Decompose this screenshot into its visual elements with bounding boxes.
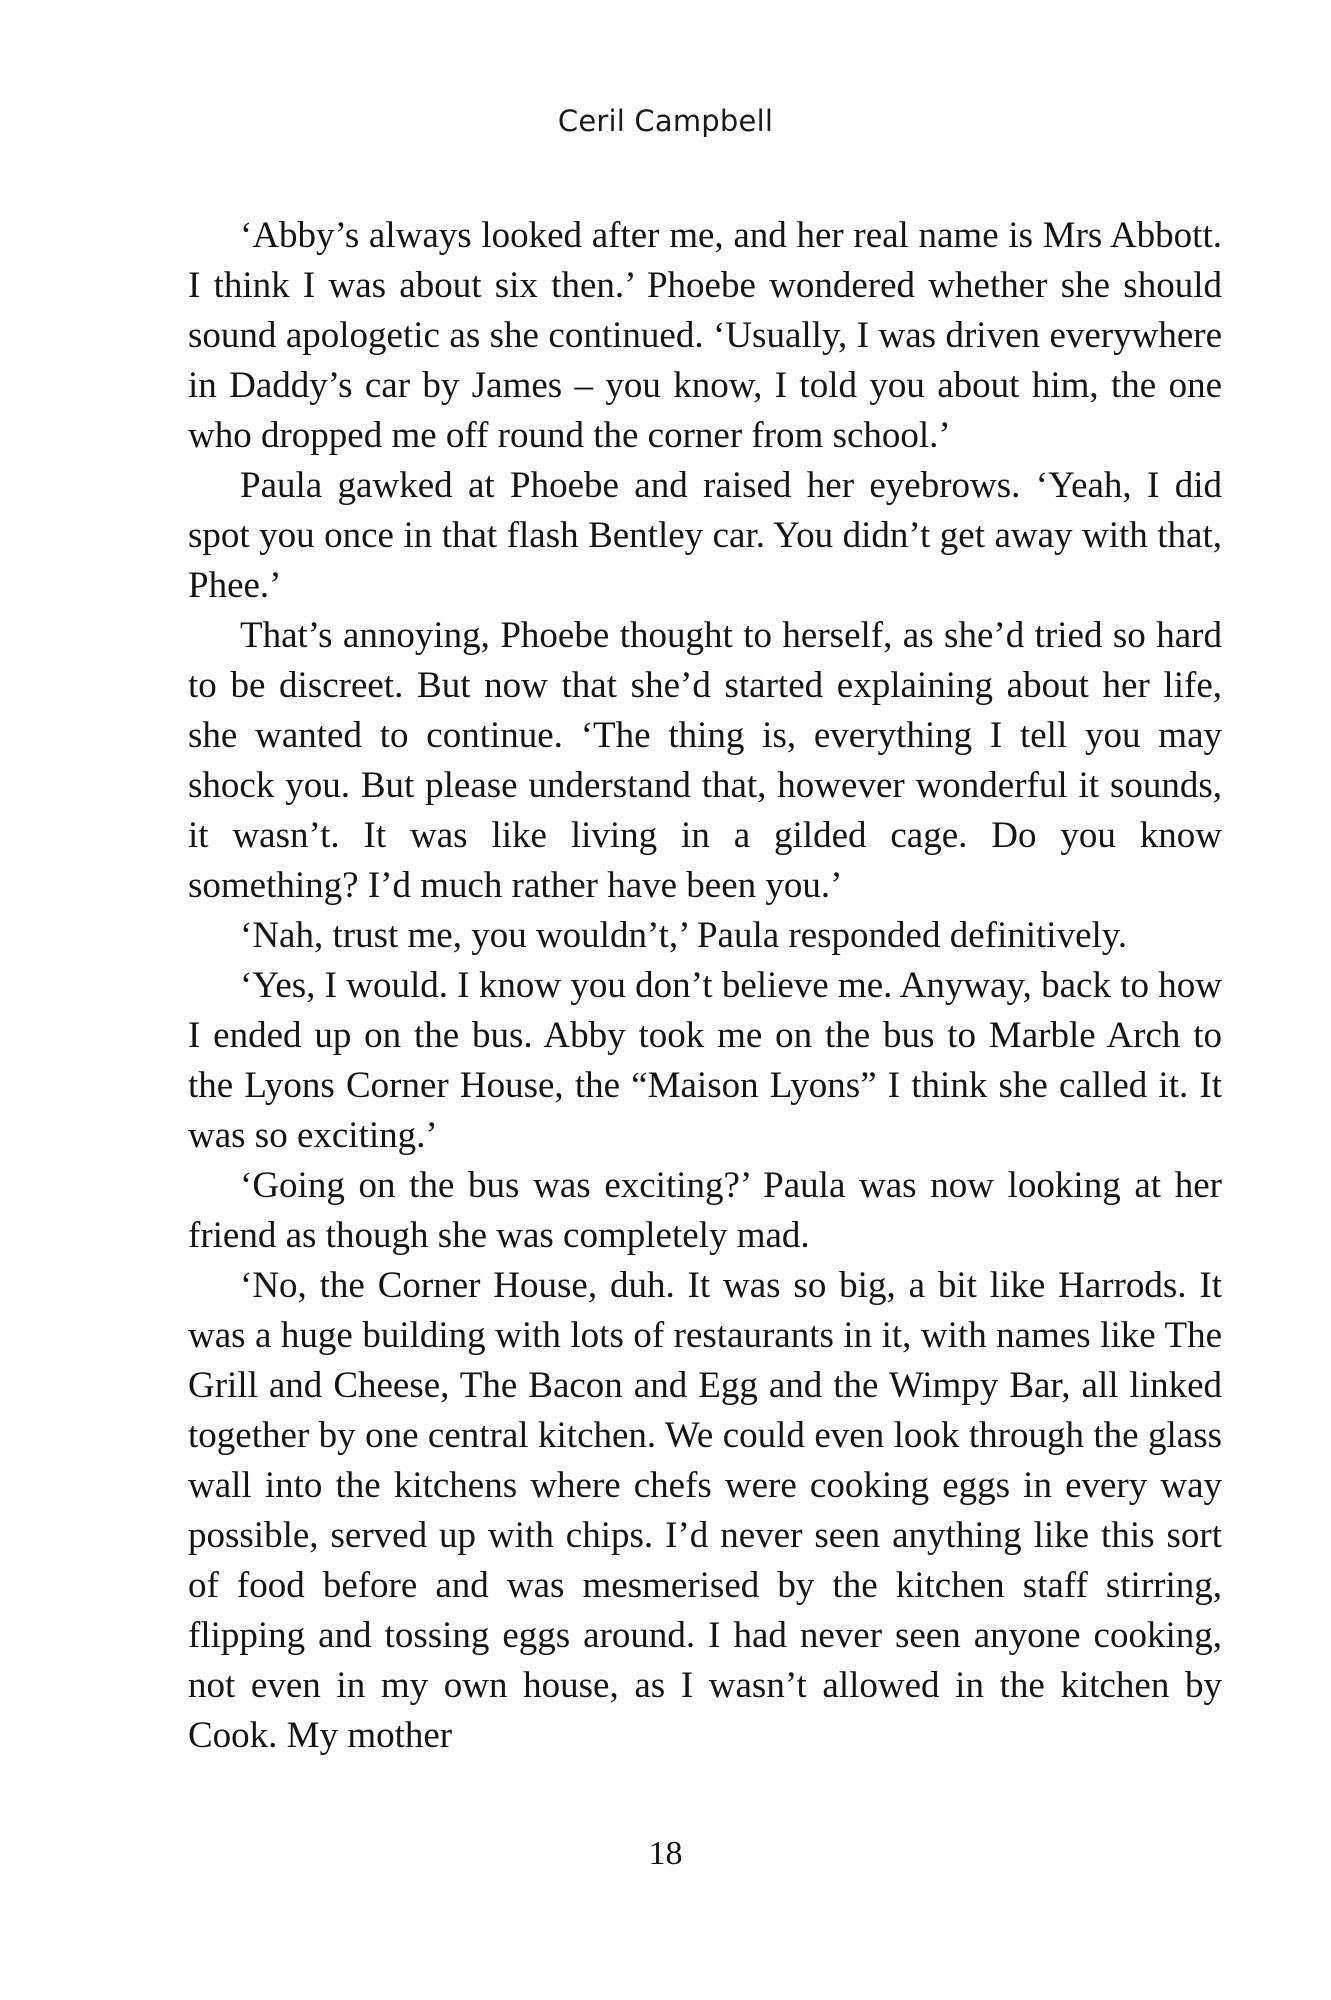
running-head-author: Ceril Campbell — [557, 104, 774, 138]
page-number: 18 — [648, 1835, 683, 1872]
paragraph: ‘Nah, trust me, you wouldn’t,’ Paula responded definitively. — [240, 915, 1128, 956]
body-text — [188, 211, 1222, 1761]
paragraph: ‘No, the Corner House, duh. It was so big, a bit like Harrods. It was a huge building with lots of restaurants in it, with names like The Grill and Cheese, The Bacon and Egg and the Wimpy Bar, all linked together by one central kitchen. We could even look through the glass wall into the kitchens where chefs were cooking eggs in every way possible, served up with chips. I’d never seen anything like this sort of food before and was mesmerised by the kitchen staff stirring, flipping and tossing eggs around. I had never seen anyone cooking, not even in my own house, as I wasn’t allowed in the kitchen by Cook. My mother — [188, 1265, 1222, 1756]
paragraph: ‘Abby’s always looked after me, and her real name is Mrs Abbott. I think I was about six then.’ Phoebe wondered whether she should sound apologetic as she continued. ‘Usually, I was driven everywhere in Daddy’s car by James – you know, I told you about him, the one who dropped me off round the corner from school.’ — [188, 215, 1222, 456]
paragraph: That’s annoying, Phoebe thought to herself, as she’d tried so hard to be discreet. But now that she’d started explaining about her life, she wanted to continue. ‘The thing is, everything I tell you may shock you. But please understand that, however wonderful it sounds, it wasn’t. It was like living in a gilded cage. Do you know something? I’d much rather have been you.’ — [188, 615, 1222, 906]
paragraph: Paula gawked at Phoebe and raised her eyebrows. ‘Yeah, I did spot you once in that flash Bentley car. You didn’t get away with that, Phee.’ — [188, 465, 1222, 606]
paragraph: ‘Yes, I would. I know you don’t believe me. Anyway, back to how I ended up on the bus. Abby took me on the bus to Marble Arch to the Lyons Corner House, the “Maison Lyons” I think she called it. It was so exciting.’ — [188, 965, 1222, 1156]
paragraph: ‘Going on the bus was exciting?’ Paula was now looking at her friend as though she was completely mad. — [188, 1165, 1222, 1256]
